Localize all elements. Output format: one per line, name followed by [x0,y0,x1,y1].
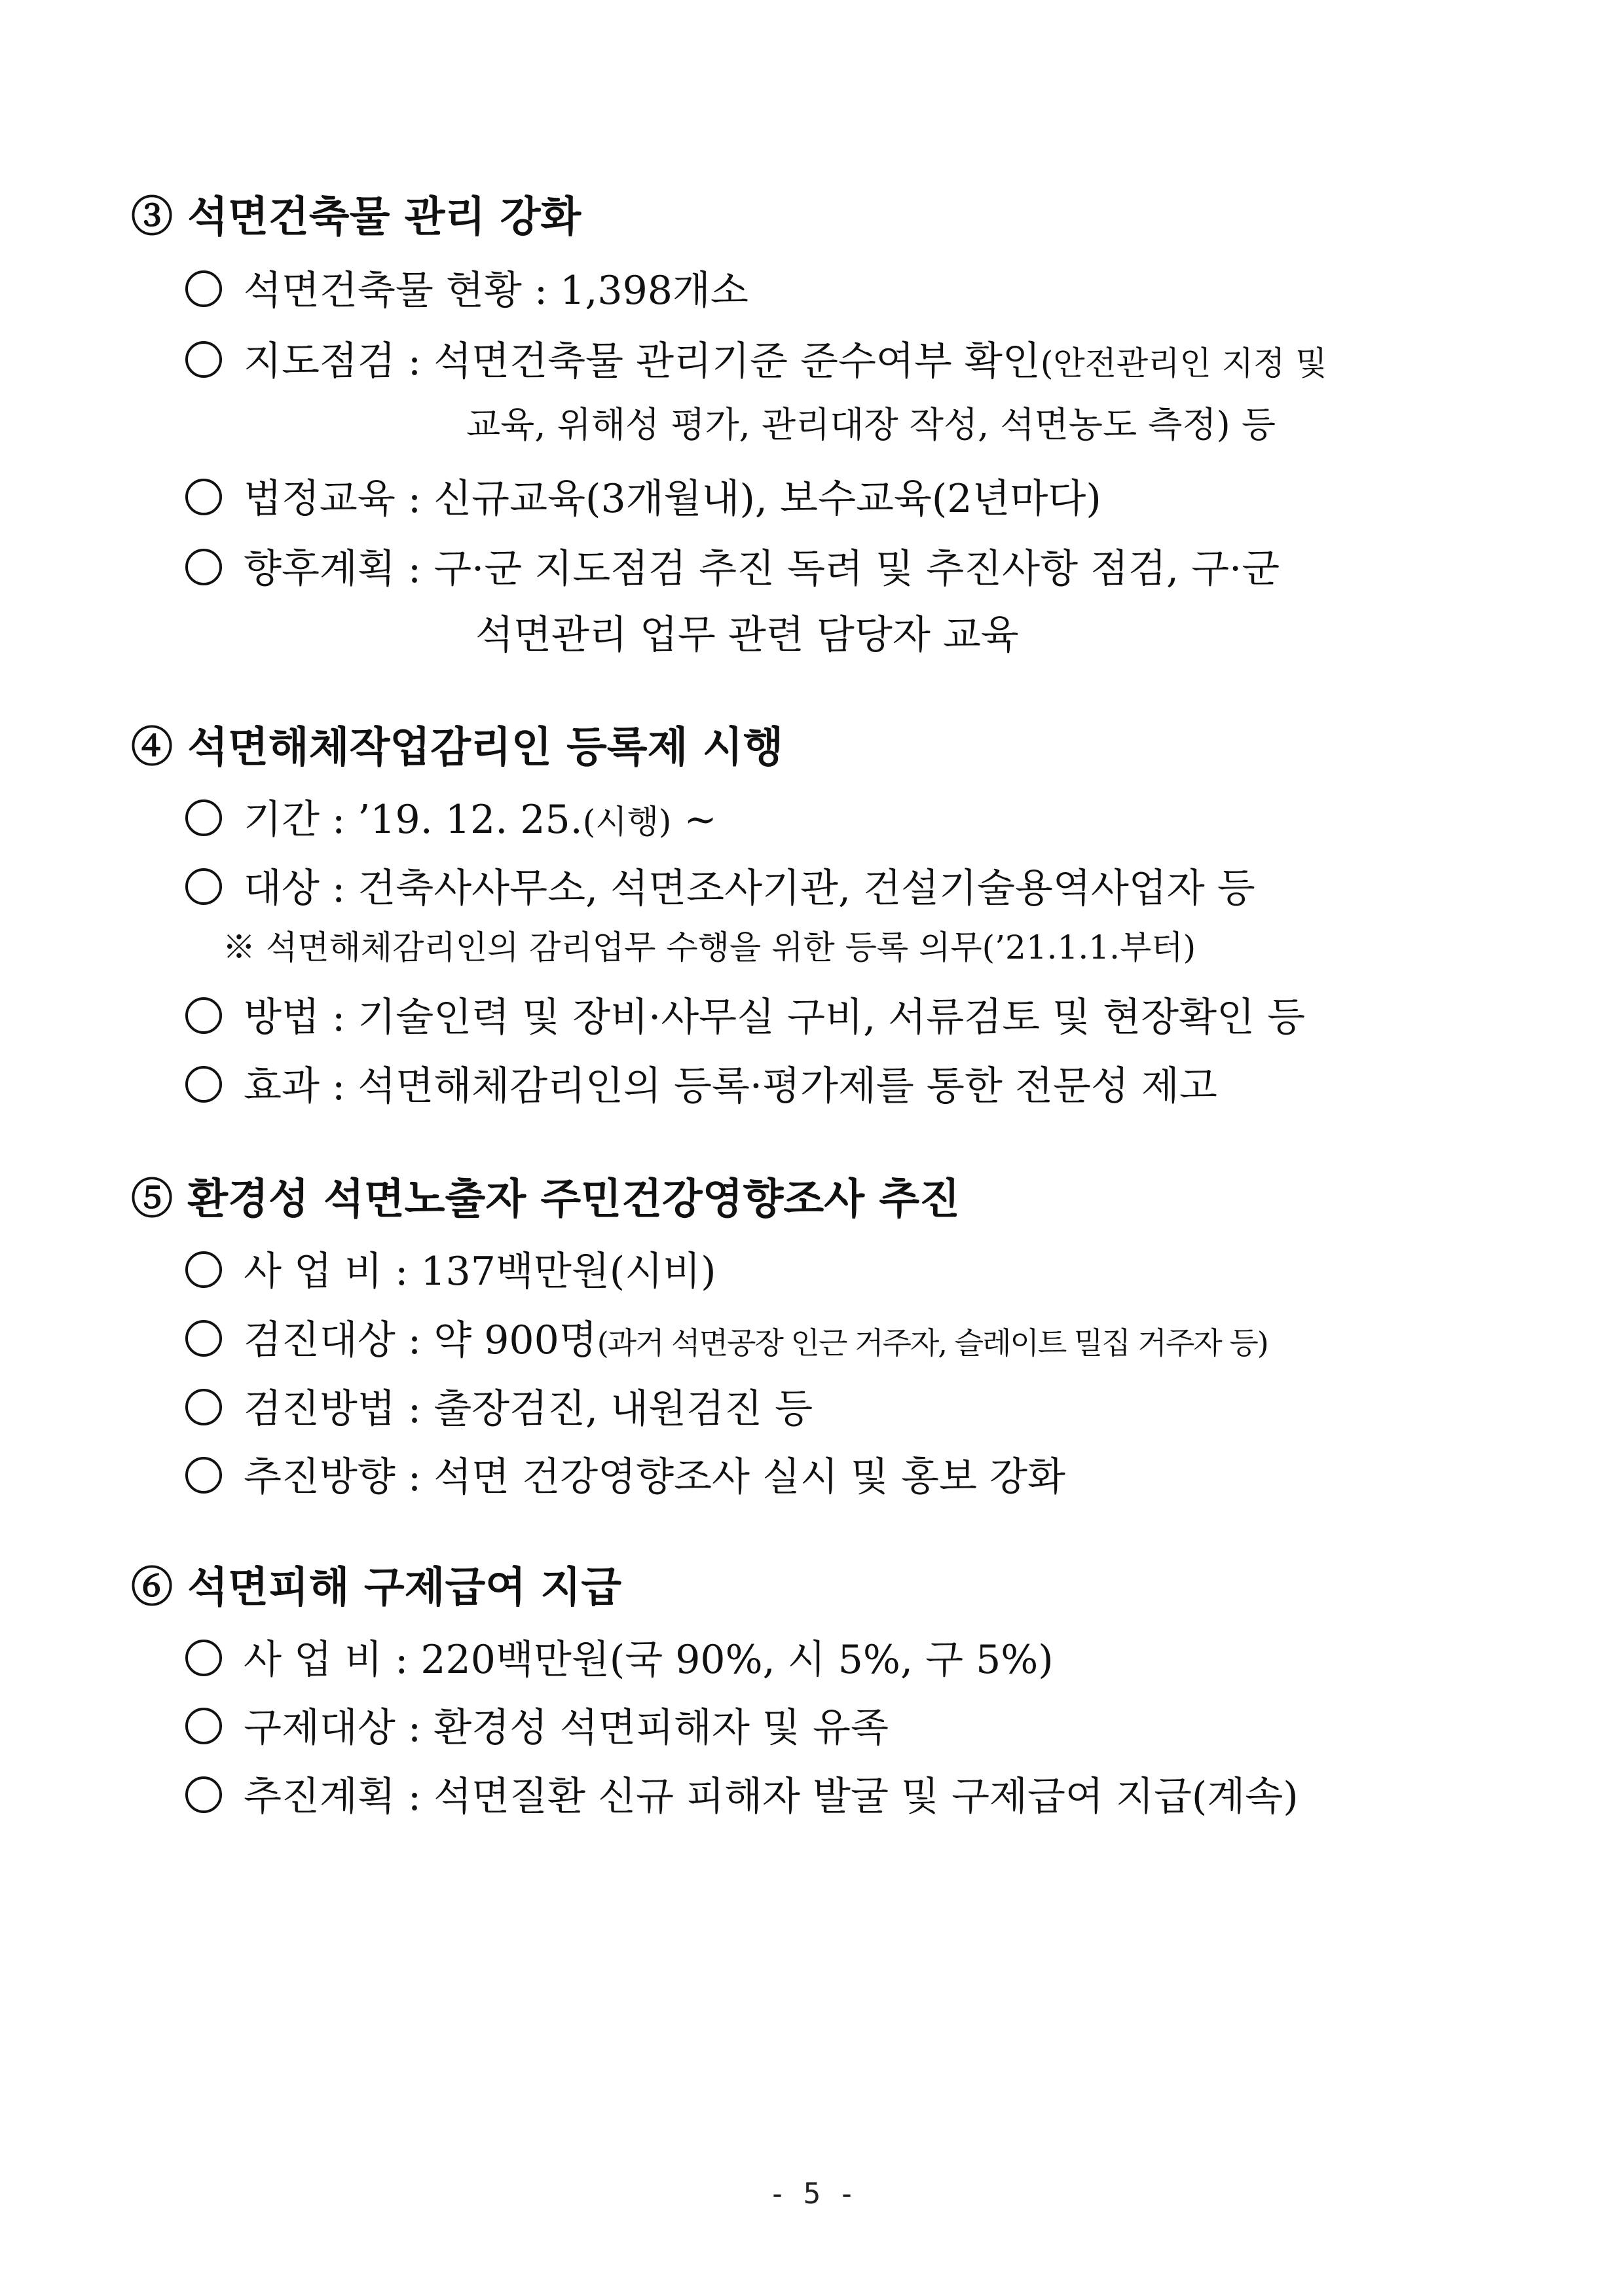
list-item [183,1774,1299,1820]
item-text: 대상 : 건축사사무소, 석면조사기관, 건설기술용역사업자 등 [244,866,1255,911]
circle-bullet-icon [183,1706,224,1746]
circle-bullet-icon [183,1064,224,1105]
list-item [183,1637,1054,1683]
item-continuation: 교육, 위해성 평가, 관리대장 작성, 석면농도 측정) 등 [466,404,1276,445]
item-text: 추진방향 : 석면 건강영향조사 실시 및 홍보 강화 [244,1454,1065,1500]
section-heading: ⑥ 석면피해 구제급여 지급 [131,1563,622,1612]
item-text: 석면건축물 현황 : 1,398개소 [244,268,748,314]
circle-bullet-icon [183,866,224,907]
circle-bullet-icon [183,1387,224,1427]
circle-bullet-icon [183,798,224,838]
item-text: 기간 : ’19. 12. 25. [244,797,583,843]
list-item [183,339,1327,384]
page-number: - 5 - [768,2177,856,2211]
note-text: ※ 석면해체감리인의 감리업무 수행을 위한 등록 의무(’21.1.1.부터) [223,928,1196,966]
section-heading: ④ 석면해체작업감리인 등록제 시행 [131,723,784,772]
item-text: 사 업 비 : 137백만원(시비) [244,1249,716,1294]
list-item [183,797,717,843]
circle-bullet-icon [183,268,224,309]
item-text: 법정교육 : 신규교육(3개월내), 보수교육(2년마다) [244,476,1101,522]
item-text: 향후계획 : 구·군 지도점검 추진 독려 및 추진사항 점검, 구·군 [244,546,1280,592]
item-small-text: (안전관리인 지정 및 [1040,344,1327,382]
item-tail: ~ [671,797,717,843]
item-text: 구제대상 : 환경성 석면피해자 및 유족 [244,1705,889,1751]
item-text: 지도점검 : 석면건축물 관리기준 준수여부 확인 [244,339,1041,384]
item-text: 추진계획 : 석면질환 신규 피해자 발굴 및 구제급여 지급(계속) [244,1774,1299,1820]
item-text: 검진방법 : 출장검진, 내원검진 등 [244,1386,813,1432]
list-item [183,995,1306,1040]
circle-bullet-icon [183,1455,224,1496]
list-item [183,1386,813,1432]
circle-bullet-icon [183,1249,224,1290]
list-item [183,546,1280,592]
list-item [183,1063,1217,1109]
item-text: 방법 : 기술인력 및 장비·사무실 구비, 서류검토 및 현장확인 등 [244,995,1306,1040]
circle-bullet-icon [183,339,224,380]
list-item [183,268,748,314]
circle-bullet-icon [183,1774,224,1815]
list-item [183,866,1255,911]
item-continuation: 석면관리 업무 관련 담당자 교육 [475,612,1019,658]
item-text: 사 업 비 : 220백만원(국 90%, 시 5%, 구 5%) [244,1637,1054,1683]
item-text: 효과 : 석면해체감리인의 등록·평가제를 통한 전문성 제고 [244,1063,1217,1109]
list-item [183,476,1101,522]
section-heading: ③ 석면건축물 관리 강화 [131,193,581,242]
circle-bullet-icon [183,995,224,1036]
item-text: 검진대상 : 약 900명 [244,1317,597,1363]
circle-bullet-icon [183,477,224,517]
list-item [183,1249,716,1294]
circle-bullet-icon [183,547,224,587]
list-item [183,1317,1268,1363]
list-item [183,1705,889,1751]
circle-bullet-icon [183,1318,224,1359]
item-small-text: (시행) [582,803,672,841]
circle-bullet-icon [183,1638,224,1678]
list-item [183,1454,1065,1500]
item-small-text: (과거 석면공장 인근 거주자, 슬레이트 밀집 거주자 등) [597,1325,1268,1361]
section-heading: ⑤ 환경성 석면노출자 주민건강영향조사 추진 [131,1175,960,1224]
